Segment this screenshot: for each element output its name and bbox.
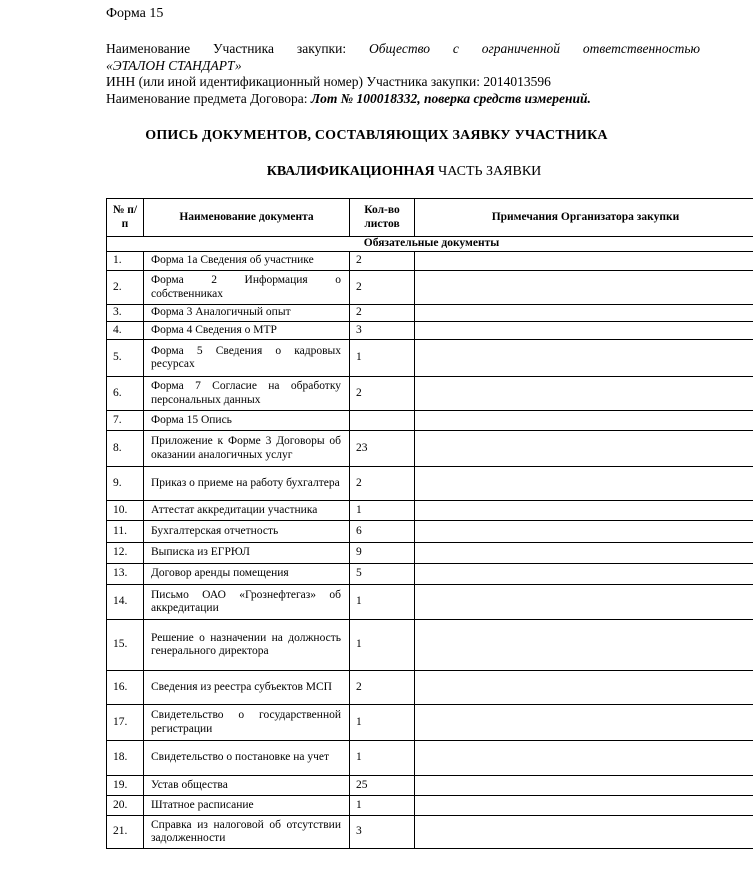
organizer-note bbox=[415, 322, 753, 340]
organizer-note bbox=[415, 620, 753, 671]
sheet-count: 3 bbox=[350, 816, 415, 849]
inn-line: ИНН (или иной идентификационный номер) Участника закупки: 2014013596 bbox=[106, 74, 551, 89]
subtitle-bold: КВАЛИФИКАЦИОННАЯ bbox=[266, 164, 435, 179]
organizer-note bbox=[415, 467, 753, 501]
sheet-count: 23 bbox=[350, 431, 415, 467]
document-name: Бухгалтерская отчетность bbox=[144, 521, 350, 543]
sheet-count bbox=[350, 411, 415, 431]
organizer-note bbox=[415, 501, 753, 521]
table-row bbox=[107, 796, 753, 816]
table-row bbox=[107, 741, 753, 776]
document-name: Форма 7 Согласие на обработку персональных данных bbox=[144, 377, 350, 411]
participant-info bbox=[106, 41, 700, 107]
documents-table bbox=[106, 198, 753, 849]
sheet-count: 1 bbox=[350, 501, 415, 521]
row-number: 7. bbox=[107, 411, 144, 431]
row-number: 11. bbox=[107, 521, 144, 543]
document-name: Форма 5 Сведения о кадровых ресурсах bbox=[144, 340, 350, 377]
row-number: 20. bbox=[107, 796, 144, 816]
document-name: Справка из налоговой об отсутствии задолженности bbox=[144, 816, 350, 849]
document-name: Выписка из ЕГРЮЛ bbox=[144, 543, 350, 564]
subtitle-rest: ЧАСТЬ ЗАЯВКИ bbox=[434, 164, 542, 179]
table-row bbox=[107, 431, 753, 467]
sheet-count: 25 bbox=[350, 776, 415, 796]
sheet-count: 1 bbox=[350, 620, 415, 671]
row-number: 21. bbox=[107, 816, 144, 849]
document-name: Решение о назначении на должность генерального директора bbox=[144, 620, 350, 671]
table-row bbox=[107, 705, 753, 741]
organizer-note bbox=[415, 741, 753, 776]
sheet-count: 1 bbox=[350, 585, 415, 620]
organizer-note bbox=[415, 776, 753, 796]
document-name: Письмо ОАО «Грознефтегаз» об аккредитации bbox=[144, 585, 350, 620]
sheet-count: 1 bbox=[350, 340, 415, 377]
row-number: 15. bbox=[107, 620, 144, 671]
row-number: 17. bbox=[107, 705, 144, 741]
row-number: 10. bbox=[107, 501, 144, 521]
table-row bbox=[107, 322, 753, 340]
organizer-note bbox=[415, 796, 753, 816]
sheet-count: 1 bbox=[350, 796, 415, 816]
document-name: Договор аренды помещения bbox=[144, 564, 350, 585]
sheet-count: 2 bbox=[350, 252, 415, 271]
document-name: Аттестат аккредитации участника bbox=[144, 501, 350, 521]
sheet-count: 5 bbox=[350, 564, 415, 585]
row-number: 3. bbox=[107, 305, 144, 322]
organizer-note bbox=[415, 271, 753, 305]
row-number: 18. bbox=[107, 741, 144, 776]
table-row bbox=[107, 543, 753, 564]
table-row bbox=[107, 671, 753, 705]
table-row bbox=[107, 521, 753, 543]
sheet-count: 3 bbox=[350, 322, 415, 340]
table-row bbox=[107, 501, 753, 521]
subject-label: Наименование предмета Договора: bbox=[106, 90, 308, 106]
organizer-note bbox=[415, 543, 753, 564]
organizer-note bbox=[415, 431, 753, 467]
section-label: Обязательные документы bbox=[107, 237, 753, 252]
document-name: Форма 2 Информация о собственниках bbox=[144, 271, 350, 305]
document-name: Приложение к Форме 3 Договоры об оказании аналогичных услуг bbox=[144, 431, 350, 467]
header-document-name: Наименование документа bbox=[144, 199, 350, 237]
sheet-count: 2 bbox=[350, 671, 415, 705]
organizer-note bbox=[415, 521, 753, 543]
organizer-note bbox=[415, 816, 753, 849]
organizer-note bbox=[415, 585, 753, 620]
subject-value: Лот № 100018332, поверка средств измерений. bbox=[310, 90, 591, 106]
row-number: 13. bbox=[107, 564, 144, 585]
row-number: 9. bbox=[107, 467, 144, 501]
sheet-count: 6 bbox=[350, 521, 415, 543]
participant-value: Общество с ограниченной ответственностью bbox=[368, 41, 700, 56]
document-name: Свидетельство о государственной регистрации bbox=[144, 705, 350, 741]
row-number: 14. bbox=[107, 585, 144, 620]
sheet-count: 2 bbox=[350, 305, 415, 322]
header-number: № п/п bbox=[107, 199, 144, 237]
organizer-note bbox=[415, 671, 753, 705]
organizer-note bbox=[415, 305, 753, 322]
row-number: 19. bbox=[107, 776, 144, 796]
table-row bbox=[107, 271, 753, 305]
table-row bbox=[107, 252, 753, 271]
document-name: Свидетельство о постановке на учет bbox=[144, 741, 350, 776]
table-row bbox=[107, 816, 753, 849]
table-row bbox=[107, 377, 753, 411]
participant-label: Наименование Участника закупки: bbox=[106, 41, 347, 56]
document-name: Форма 3 Аналогичный опыт bbox=[144, 305, 350, 322]
participant-value-continued: «ЭТАЛОН СТАНДАРТ» bbox=[106, 57, 242, 73]
organizer-note bbox=[415, 252, 753, 271]
section-row bbox=[107, 237, 753, 252]
document-name: Форма 15 Опись bbox=[144, 411, 350, 431]
document-name: Форма 4 Сведения о МТР bbox=[144, 322, 350, 340]
document-name: Устав общества bbox=[144, 776, 350, 796]
document-name: Форма 1а Сведения об участнике bbox=[144, 252, 350, 271]
sheet-count: 9 bbox=[350, 543, 415, 564]
page-subtitle bbox=[0, 164, 753, 180]
organizer-note bbox=[415, 377, 753, 411]
organizer-note bbox=[415, 411, 753, 431]
table-row bbox=[107, 411, 753, 431]
sheet-count: 2 bbox=[350, 467, 415, 501]
organizer-note bbox=[415, 340, 753, 377]
subject-line bbox=[106, 91, 700, 108]
page-title: ОПИСЬ ДОКУМЕНТОВ, СОСТАВЛЯЮЩИХ ЗАЯВКУ УЧАСТНИКА bbox=[145, 128, 608, 143]
table-row bbox=[107, 585, 753, 620]
table-header-row bbox=[107, 199, 753, 237]
form-number: Форма 15 bbox=[106, 6, 164, 21]
row-number: 12. bbox=[107, 543, 144, 564]
participant-line bbox=[106, 41, 700, 58]
row-number: 1. bbox=[107, 252, 144, 271]
sheet-count: 2 bbox=[350, 271, 415, 305]
table-row bbox=[107, 340, 753, 377]
row-number: 2. bbox=[107, 271, 144, 305]
document-name: Приказ о приеме на работу бухгалтера bbox=[144, 467, 350, 501]
sheet-count: 1 bbox=[350, 741, 415, 776]
table-row bbox=[107, 776, 753, 796]
table-row bbox=[107, 620, 753, 671]
table-row bbox=[107, 467, 753, 501]
row-number: 4. bbox=[107, 322, 144, 340]
row-number: 16. bbox=[107, 671, 144, 705]
table-row bbox=[107, 564, 753, 585]
row-number: 5. bbox=[107, 340, 144, 377]
document-name: Сведения из реестра субъектов МСП bbox=[144, 671, 350, 705]
row-number: 8. bbox=[107, 431, 144, 467]
header-organizer-notes: Примечания Организатора закупки bbox=[415, 199, 753, 237]
sheet-count: 2 bbox=[350, 377, 415, 411]
table-row bbox=[107, 305, 753, 322]
header-sheet-count: Кол-во листов bbox=[350, 199, 415, 237]
sheet-count: 1 bbox=[350, 705, 415, 741]
row-number: 6. bbox=[107, 377, 144, 411]
organizer-note bbox=[415, 564, 753, 585]
document-name: Штатное расписание bbox=[144, 796, 350, 816]
organizer-note bbox=[415, 705, 753, 741]
